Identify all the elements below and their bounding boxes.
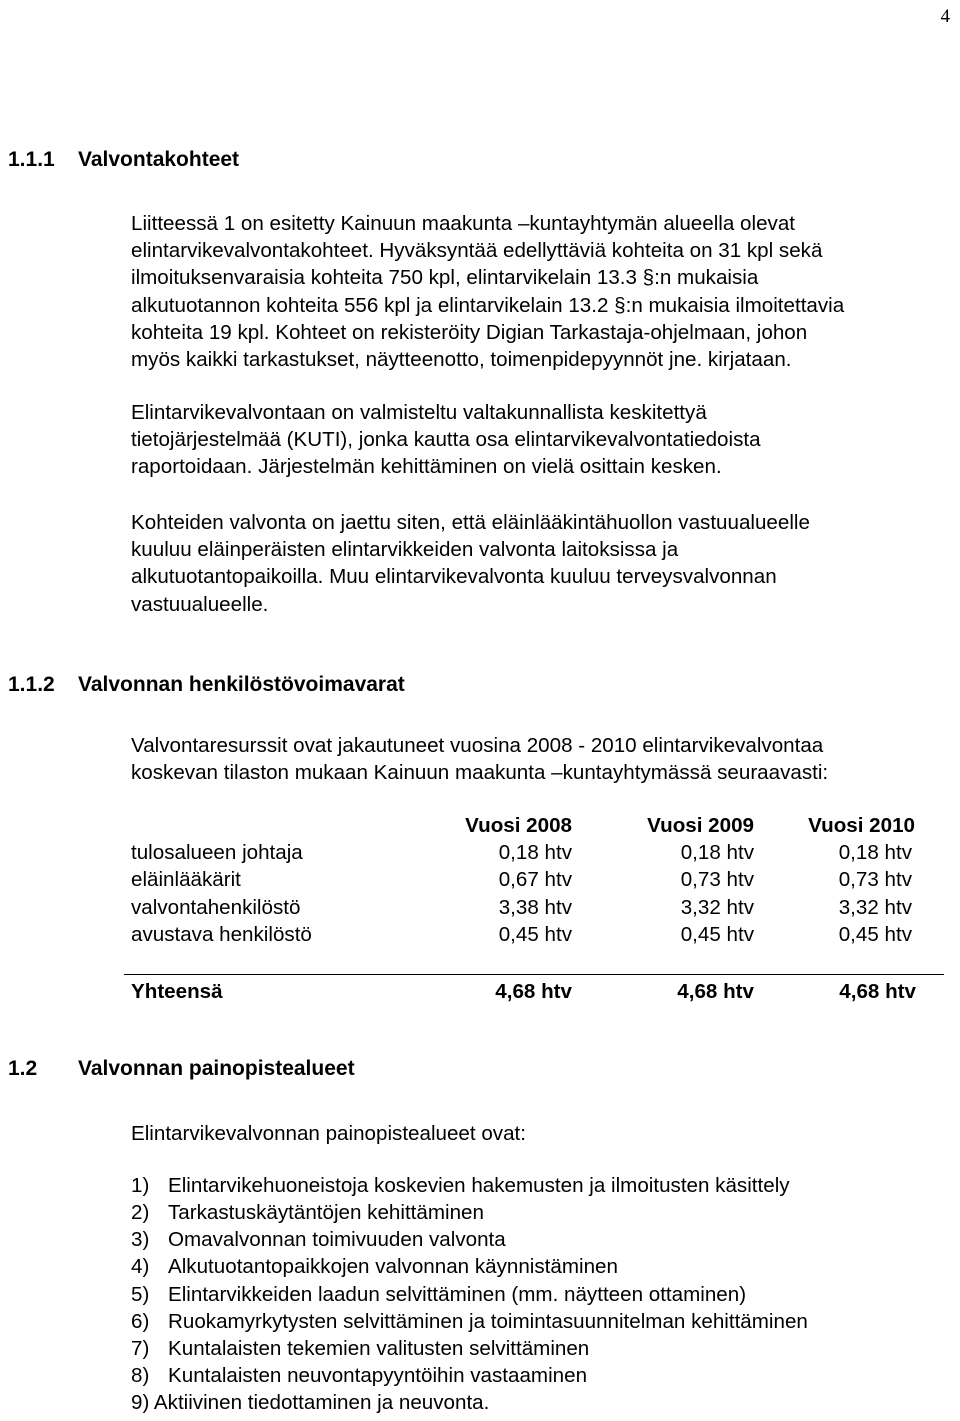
text-line: Elintarvikevalvontaan on valmisteltu valtakunnallista keskitettyä <box>131 401 707 424</box>
list-item <box>131 1283 746 1307</box>
row-label: tulosalueen johtaja <box>131 841 303 864</box>
list-text: Aktiivinen tiedottaminen ja neuvonta. <box>153 1391 490 1414</box>
list-number: 5) <box>131 1283 150 1306</box>
list-item <box>131 1337 589 1361</box>
section-heading-1-1-2 <box>8 672 405 698</box>
list-text: Kuntalaisten neuvontapyyntöihin vastaaminen <box>168 1364 588 1387</box>
row-label: valvontahenkilöstö <box>131 896 301 919</box>
paragraph-valvontakohteet-2 <box>131 399 956 481</box>
text-line: kuuluu eläinperäisten elintarvikkeiden valvonta laitoksissa ja <box>131 538 679 562</box>
paragraph-valvontakohteet-1 <box>131 210 956 373</box>
text-line: ilmoituksenvaraisia kohteita 750 kpl, elintarvikelain 13.3 §:n mukaisia <box>131 266 759 290</box>
section-title: Valvonnan painopistealueet <box>78 1057 355 1080</box>
list-number: 7) <box>131 1337 150 1360</box>
table-row <box>131 896 941 923</box>
text-line: elintarvikevalvontakohteet. Hyväksyntää edellyttäviä kohteita on 31 kpl sekä <box>131 239 823 263</box>
table-divider <box>124 974 944 975</box>
total-cell: 4,68 htv <box>495 980 572 1003</box>
page-number: 4 <box>940 6 950 27</box>
list-number: 1) <box>131 1174 150 1197</box>
list-text: Alkutuotantopaikkojen valvonnan käynnistäminen <box>168 1255 618 1278</box>
list-text: Tarkastuskäytäntöjen kehittäminen <box>168 1201 484 1224</box>
text-line: tietojärjestelmää (KUTI), jonka kautta osa elintarvikevalvontatiedoista <box>131 428 761 452</box>
paragraph-priorities-intro <box>131 1120 956 1147</box>
list-item <box>131 1201 484 1225</box>
column-header: Vuosi 2009 <box>647 814 754 837</box>
list-text: Ruokamyrkytysten selvittäminen ja toimintasuunnitelman kehittäminen <box>168 1310 808 1333</box>
table-cell: 0,73 htv <box>680 868 754 891</box>
table-cell: 0,18 htv <box>498 841 572 864</box>
table-cell: 0,73 htv <box>838 868 912 891</box>
row-label: avustava henkilöstö <box>131 923 312 946</box>
table-cell: 0,67 htv <box>498 868 572 891</box>
list-item <box>131 1391 489 1415</box>
section-heading-1-2 <box>8 1056 355 1082</box>
list-number: 6) <box>131 1310 150 1333</box>
table-cell: 0,18 htv <box>838 841 912 864</box>
list-number: 3) <box>131 1228 150 1251</box>
column-header: Vuosi 2008 <box>465 814 572 837</box>
row-label: eläinlääkärit <box>131 868 241 891</box>
table-row <box>131 923 941 950</box>
list-item <box>131 1228 506 1252</box>
paragraph-valvontakohteet-3 <box>131 509 956 618</box>
list-item <box>131 1174 790 1198</box>
table-cell: 3,32 htv <box>680 896 754 919</box>
text-line: kohteita 19 kpl. Kohteet on rekisteröity Digian Tarkastaja-ohjelmaan, johon <box>131 320 808 344</box>
text-line: Valvontaresurssit ovat jakautuneet vuosina 2008 - 2010 elintarvikevalvontaa <box>131 734 824 757</box>
table-row <box>131 841 941 868</box>
section-title: Valvontakohteet <box>78 148 240 171</box>
list-item <box>131 1364 587 1388</box>
total-cell: 4,68 htv <box>677 980 754 1003</box>
table-cell: 3,32 htv <box>838 896 912 919</box>
table-total-row <box>131 980 941 1007</box>
section-number: 1.2 <box>8 1057 38 1080</box>
list-text: Kuntalaisten tekemien valitusten selvittäminen <box>168 1337 590 1360</box>
text-line: raportoidaan. Järjestelmän kehittäminen on vielä osittain kesken. <box>131 455 722 479</box>
list-item <box>131 1310 808 1334</box>
section-number: 1.1.1 <box>8 148 55 171</box>
section-heading-1-1-1 <box>8 147 239 173</box>
table-header-row <box>131 814 941 841</box>
list-text: Elintarvikkeiden laadun selvittäminen (mm. näytteen ottaminen) <box>168 1283 747 1306</box>
section-number: 1.1.2 <box>8 673 55 696</box>
list-number: 8) <box>131 1364 150 1387</box>
text-line: alkutuotannon kohteita 556 kpl ja elintarvikelain 13.2 §:n mukaisia ilmoitettavia <box>131 293 845 317</box>
text-line: alkutuotantopaikoilla. Muu elintarvikevalvonta kuuluu terveysvalvonnan <box>131 565 777 589</box>
text-line: vastuualueelle. <box>131 592 269 616</box>
list-text: Omavalvonnan toimivuuden valvonta <box>168 1228 506 1251</box>
list-number: 9) <box>131 1391 150 1414</box>
text-line: Liitteessä 1 on esitetty Kainuun maakunta –kuntayhtymän alueella olevat <box>131 212 795 235</box>
table-row <box>131 868 941 895</box>
table-cell: 0,18 htv <box>680 841 754 864</box>
table-cell: 3,38 htv <box>498 896 572 919</box>
text-line: Kohteiden valvonta on jaettu siten, että eläinlääkintähuollon vastuualueelle <box>131 511 810 534</box>
column-header: Vuosi 2010 <box>808 814 915 837</box>
table-cell: 0,45 htv <box>498 923 572 946</box>
text-line: koskevan tilaston mukaan Kainuun maakunta –kuntayhtymässä seuraavasti: <box>131 761 829 785</box>
list-item <box>131 1255 618 1279</box>
list-number: 4) <box>131 1255 150 1278</box>
list-text: Elintarvikehuoneistoja koskevien hakemusten ja ilmoitusten käsittely <box>168 1174 790 1197</box>
paragraph-resources-intro <box>131 732 956 786</box>
text-line: Elintarvikevalvonnan painopistealueet ovat: <box>131 1122 526 1145</box>
total-cell: 4,68 htv <box>839 980 916 1003</box>
table-cell: 0,45 htv <box>838 923 912 946</box>
table-cell: 0,45 htv <box>680 923 754 946</box>
list-number: 2) <box>131 1201 150 1224</box>
text-line: myös kaikki tarkastukset, näytteenotto, toimenpidepyynnöt jne. kirjataan. <box>131 348 792 372</box>
section-title: Valvonnan henkilöstövoimavarat <box>78 673 405 696</box>
total-label: Yhteensä <box>131 980 223 1003</box>
